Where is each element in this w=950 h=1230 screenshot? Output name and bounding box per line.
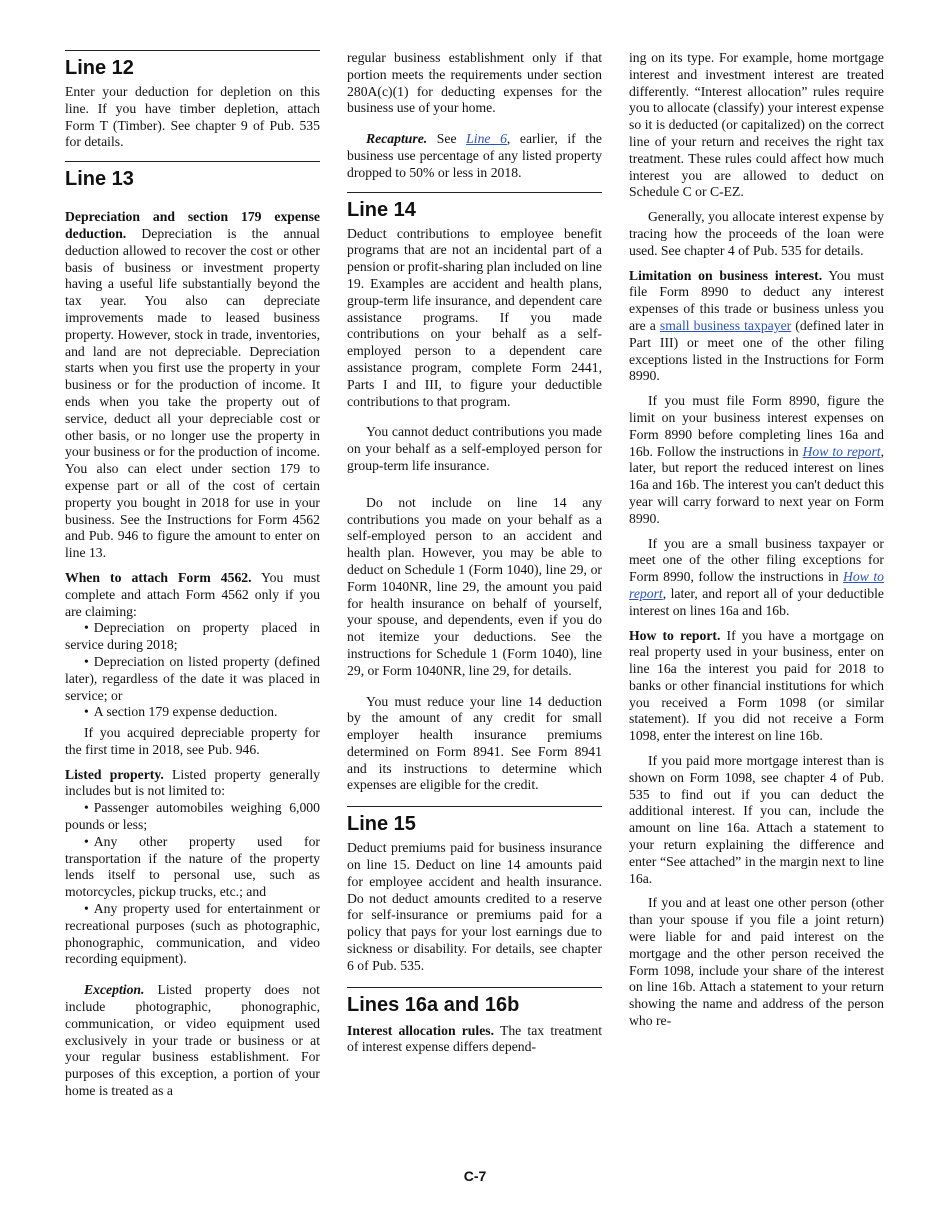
list-item — [65, 800, 320, 834]
line14-paragraph-1: Deduct contributions to employee benefit programs that are not an incidental part of a pension or profit-sharing plan included on line 19. Examples are accident and health plans, group-term life insurance, and dependent care assistance programs. If you made contributions on your behalf as a self-employed person to a dependent care assistance program, complete Form 2441, Parts I and III, to figure your deductible contributions to that program. — [347, 225, 602, 409]
list-item-text: Any other property used for transportation if the nature of the property lends itself to personal use, such as motorcycles, pickup trucks, etc.; and — [65, 833, 320, 900]
recapture-paragraph — [347, 131, 602, 181]
depreciation-paragraph — [65, 209, 320, 562]
acquired-paragraph: If you acquired depreciable property for the first time in 2018, see Pub. 946. — [65, 725, 320, 757]
listed-title: Listed property. — [65, 766, 164, 782]
must-file-paragraph — [629, 393, 884, 527]
exception-text: Listed property does not include photographic, phonographic, communication, or video equipment used exclusively in your trade or business or at your regular business establishment. For purposes of this exception, a portion of your home is treated as a — [65, 982, 320, 1099]
recapture-text: See — [427, 131, 467, 147]
line16-heading: Lines 16a and 16b — [347, 987, 602, 1021]
line14-paragraph-2: You cannot deduct contributions you made on your behalf as a self-employed person for group-term life insurance. — [347, 424, 602, 473]
line15-paragraph: Deduct premiums paid for business insurance on line 15. Deduct on line 14 amounts paid for employee accident and health insurance. Do not deduct amounts credited to a reserve for self-insurance or premiums paid for a policy that pays for your lost earnings due to sickness or disability. For details, see chapter 6 of Pub. 535. — [347, 840, 602, 973]
exception-paragraph — [65, 982, 320, 1100]
continued-paragraph: ing on its type. For example, home mortgage interest and investment interest are treated differently. “Interest allocation” rules require you to allocate (classify) your interest expense so it is deducted (or capitalized) on the correct line of your return and receives the right tax treatment. These rules could affect how much interest you are allowed to deduct on Schedule C or C-EZ. — [629, 50, 884, 200]
how-to-report-link[interactable]: How to report — [629, 569, 884, 601]
interest-allocation-title: Interest allocation rules. — [347, 1022, 495, 1038]
column-3 — [629, 50, 884, 1030]
line15-heading: Line 15 — [347, 806, 602, 840]
list-item — [65, 901, 320, 968]
attach-paragraph — [65, 570, 320, 620]
line14-paragraph-4: You must reduce your line 14 deduction by the amount of any credit for small employer health insurance premiums determined on Form 8941. See Form 8941 and its instructions to determine which expenses are eligible for the credit. — [347, 693, 602, 793]
continued-paragraph: regular business establishment only if that portion meets the requirements under section 280A(c)(1) for deducting expenses for the business use of your home. — [347, 50, 602, 116]
line13-heading: Line 13 — [65, 161, 320, 195]
list-item-text: Depreciation on property placed in service during 2018; — [65, 620, 320, 653]
list-item — [65, 620, 320, 654]
limitation-text-end: (defined later in Part III) or meet one of the other filing exceptions listed in the Instructions for Form 8990. — [629, 317, 884, 384]
list-item — [65, 834, 320, 901]
small-business-text-end: , later, and report all of your deductible interest on lines 16a and 16b. — [629, 585, 884, 618]
exception-title: Exception. — [84, 982, 145, 998]
attach-text: You must complete and attach Form 4562 only if you are claiming: — [65, 569, 320, 619]
other-person-paragraph: If you and at least one other person (other than your spouse if you file a joint return) were liable for and paid interest on the mortgage and the other person received the Form 1098, include your share of the interest on line 16b. Attach a statement to your return showing the name and address of the person who re- — [629, 895, 884, 1029]
depreciation-title: Depreciation and section 179 expense deduction. — [65, 209, 320, 241]
list-item-text: A section 179 expense deduction. — [93, 704, 278, 720]
must-file-text: If you must file Form 8990, figure the limit on your business interest expenses on Form 8990 before completing lines 16a and 16b. Follow the instructions in — [629, 393, 884, 459]
listed-paragraph — [65, 767, 320, 801]
page-number: C-7 — [463, 1168, 487, 1184]
attach-title: When to attach Form 4562. — [65, 569, 252, 585]
generally-paragraph: Generally, you allocate interest expense by tracing how the proceeds of the loan were used. See chapter 4 of Pub. 535 for details. — [629, 209, 884, 258]
bullet-icon: • — [84, 833, 89, 849]
interest-allocation-text: The tax treatment of interest expense differs depend- — [347, 1022, 602, 1055]
line6-link[interactable]: Line 6 — [466, 131, 507, 147]
bullet-icon: • — [84, 901, 89, 917]
list-item — [65, 704, 320, 721]
interest-allocation-paragraph — [347, 1023, 602, 1057]
limitation-text: You must file Form 8990 to deduct any interest expenses of this trade or business unless you are a — [629, 267, 885, 333]
line12-text: Enter your deduction for depletion on this line. If you have timber depletion, attach Form T (Timber). See chapter 9 of Pub. 535 for details. — [65, 84, 320, 150]
paid-more-paragraph: If you paid more mortgage interest than is shown on Form 1098, see chapter 4 of Pub. 535 to find out if you can deduct the additional interest. If you can, include the amount on line 16a. Attach a statement to your return explaining the difference and enter “See attached” in the margin next to line 16a. — [629, 753, 884, 886]
how-to-report-text: If you have a mortgage on real property used in your business, enter on line 16a the interest you paid for 2018 to banks or other financial institutions for which you received a Form 1098 (or similar statement). If you did not receive a Form 1098, enter the interest on line 16b. — [629, 627, 884, 744]
small-business-paragraph — [629, 536, 884, 620]
line14-heading: Line 14 — [347, 192, 602, 226]
list-item — [65, 654, 320, 704]
how-to-report-link[interactable]: How to report — [802, 443, 881, 459]
must-file-text-end: , later, but report the reduced interest on lines 16a and 16b. The interest you can't deduct this year will carry forward to next year on Form 8990. — [629, 443, 885, 526]
recapture-title: Recapture. — [366, 131, 428, 147]
bullet-icon: • — [84, 620, 89, 636]
list-item-text: Any property used for entertainment or recreational purposes (such as photographic, phonographic, communication, and video recording equipment). — [65, 901, 320, 967]
how-to-report-title: How to report. — [629, 627, 721, 643]
listed-text: Listed property generally includes but is not limited to: — [65, 766, 320, 799]
column-1 — [65, 50, 320, 1100]
bullet-icon: • — [84, 653, 89, 669]
limitation-paragraph — [629, 268, 884, 386]
line12-heading: Line 12 — [65, 50, 320, 84]
list-item-text: Passenger automobiles weighing 6,000 pounds or less; — [65, 800, 320, 833]
small-business-taxpayer-link[interactable]: small business taxpayer — [659, 317, 792, 333]
column-2 — [347, 50, 602, 1056]
list-item-text: Depreciation on listed property (defined later), regardless of the date it was placed in service; or — [65, 653, 320, 703]
how-to-report-paragraph — [629, 628, 884, 746]
depreciation-text: Depreciation is the annual deduction allowed to recover the cost or other basis of business or investment property having a useful life substantially beyond the tax year. You also can depreciate improvements made to leased business property. However, stock in trade, inventories, and land are not depreciable. Depreciation starts when you first use the property in your business or for the production of income. It ends when you take the property out of service, deduct all your depreciable cost or other basis, or no longer use the property in your business or for the production of income. You also can elect under section 179 to expense part or all of the cost of certain property you bought in 2018 for use in your business. See the Instructions for Form 4562 and Pub. 946 to figure the amount to enter on line 13. — [65, 225, 320, 561]
bullet-icon: • — [84, 800, 89, 816]
line14-paragraph-3: Do not include on line 14 any contributions you made on your behalf as a self-employed person to an accident and health plan. However, you may be able to deduct on Schedule 1 (Form 1040), line 29, or Form 1040NR, line 29, the amount you paid for health insurance on behalf of yourself, your spouse, and dependents, even if you do not itemize your deductions. See the instructions for Schedule 1 (Form 1040), line 29, or Form 1040NR, line 29, for details. — [347, 494, 602, 678]
recapture-text-end: , earlier, if the business use percentage of any listed property dropped to 50% or less in 2018. — [347, 131, 602, 180]
bullet-icon: • — [84, 704, 89, 720]
limitation-title: Limitation on business interest. — [629, 267, 823, 283]
small-business-text: If you are a small business taxpayer or meet one of the other filing exceptions for Form 8990, follow the instructions in — [629, 535, 884, 585]
